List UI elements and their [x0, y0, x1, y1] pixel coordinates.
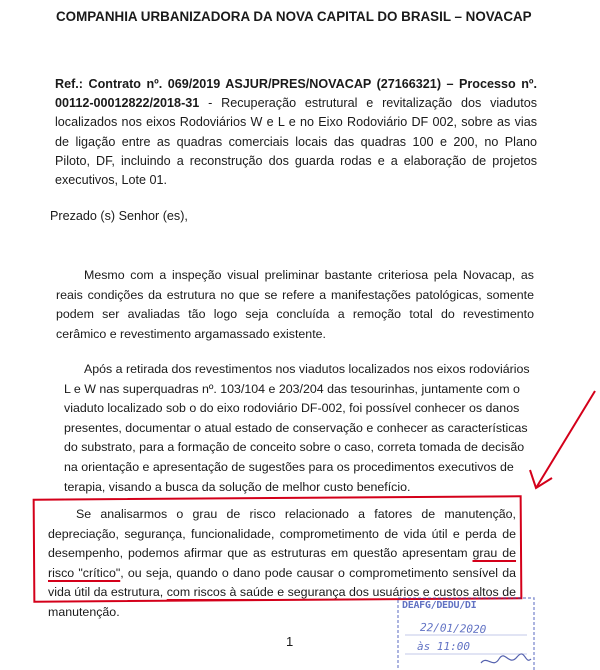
company-header: COMPANHIA URBANIZADORA DA NOVA CAPITAL DO BRASIL – NOVACAP [56, 9, 532, 24]
risk-text-part-1: Se analisarmos o grau de risco relacionado a fatores de manutenção, depreciação, segurança, funcionalidade, comprometimento de vida útil e perda de desempenho, podemos afirmar que as estruturas em questão apresentam [48, 507, 516, 561]
red-highlight-box [33, 495, 523, 602]
stamp-time: às 11:00 [417, 640, 470, 653]
stamp-date: 22/01/2020 [419, 620, 487, 637]
paragraph-removal: Após a retirada dos revestimentos nos viadutos localizados nos eixos rodoviários L e W nas superquadras nº. 103/104 e 203/204 das tesourinhas, juntamente com o viaduto localizado sob o do eixo rodoviário DF-002, foi possível conhecer os danos presentes, documentar o atual estado de conservação e conhecer as características do substrato, para a formação de conceito sobre o caso, correta tomada de decisão na orientação e apresentação de sugestões para os procedimentos executivos de terapia, visando a busca da solução de melhor custo benefício. [64, 362, 530, 494]
highlight-critical-risk: grau de risco "crítico" [48, 546, 517, 580]
page-number: 1 [286, 634, 294, 649]
highlight-health-risk: com riscos à saúde [166, 585, 274, 600]
reference-description: - Recuperação estrutural e revitalização dos viadutos localizados nos eixos Rodoviários W e L e no Eixo Rodoviário DF 002, sobre as vias de ligação entre as quadras comerciais locais das quadras 100 e 200, no Plano Piloto, DF, incluindo a reconstrução dos guarda rodas e a elaboração de projetos executivos, Lote 01. [55, 96, 537, 188]
protocol-stamp [397, 597, 535, 670]
reference-label: Ref.: [55, 77, 83, 91]
red-arrow-annotation [520, 388, 600, 498]
reference-contract: Contrato nº. 069/2019 ASJUR/PRES/NOVACAP (27166321) – Processo nº. 00112-00012822/2018-31 [55, 77, 537, 111]
risk-text-part-3: e segurança dos usuários e custos altos de manutenção. [48, 585, 516, 619]
stamp-department: DEAFG/DEDU/DI [402, 600, 477, 611]
risk-text-part-2: , ou seja, quando o dano pode causar o comprometimento sensível da vida útil da estrutura, [48, 565, 516, 600]
salutation: Prezado (s) Senhor (es), [50, 209, 188, 223]
reference-block [55, 75, 537, 190]
paragraph-inspection: Mesmo com a inspeção visual preliminar bastante criteriosa pela Novacap, as reais condições da estrutura no que se refere a manifestações patológicas, somente podem ser avaliadas tão logo seja concluída a remoção total do revestimento cerâmico e revestimento argamassado existente. [56, 268, 534, 341]
